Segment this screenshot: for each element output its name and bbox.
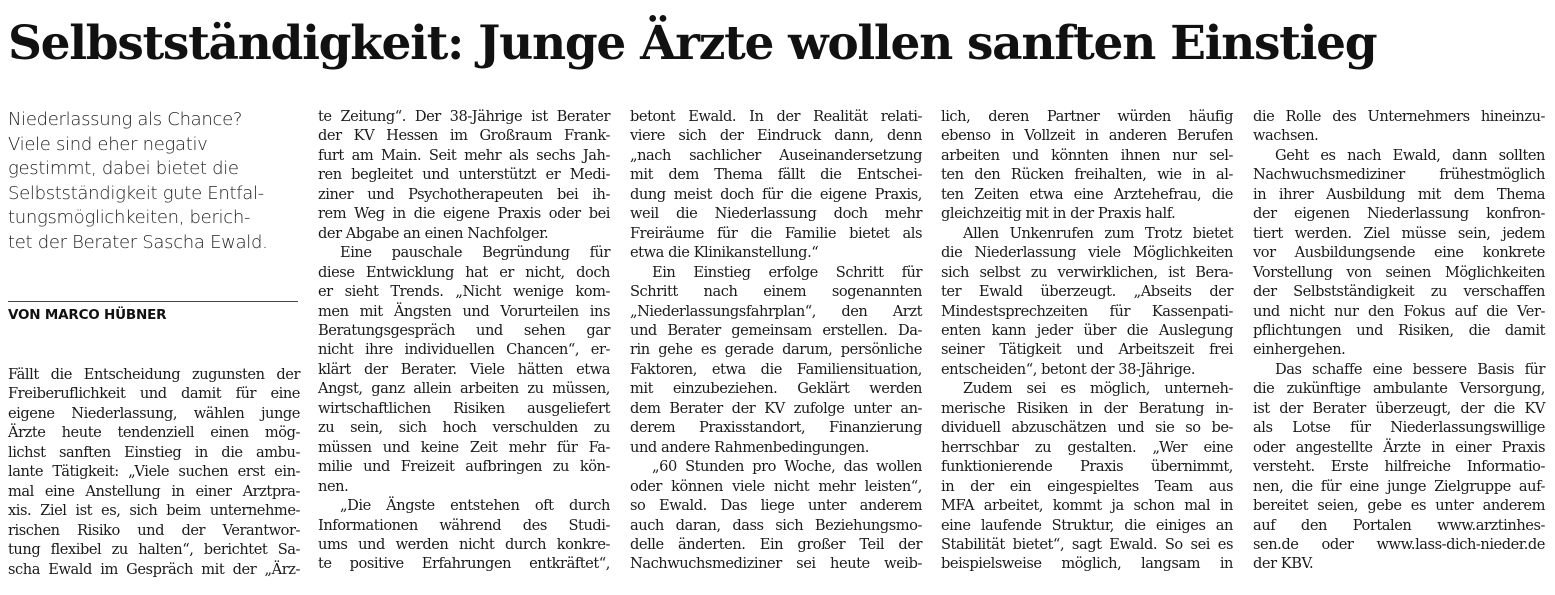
text-line: lichst sanften Einstieg in die ambu- (8, 443, 300, 461)
byline: VON MARCO HÜBNER (8, 307, 167, 323)
teaser-line: tet der Berater Sascha Ewald. (8, 231, 268, 253)
text-line: und nicht nur den Fokus auf die Ver- (1253, 302, 1545, 320)
text-line: dung meist doch für die eigene Praxis, (630, 185, 922, 203)
text-line: arbeiten und könnten ihnen nur sel- (941, 146, 1233, 164)
text-line: Vorstellung von seinen Möglichkeiten (1253, 263, 1545, 281)
text-line: der Selbstständigkeit zu verschaffen (1253, 283, 1545, 301)
text-line: zu sein, sich hoch verschulden zu (318, 419, 610, 437)
text-line: vor Ausbildungsende eine konkrete (1253, 244, 1545, 262)
text-line: auch daran, dass sich Beziehungsmo- (630, 516, 922, 534)
text-line: oder angestellte Ärzte in einer Praxis (1253, 438, 1545, 456)
text-line: Das schaffe eine bessere Basis für (1275, 360, 1545, 378)
text-line: „nach sachlicher Auseinandersetzung (630, 146, 922, 164)
text-line: men mit Ängsten und Vorurteilen ins (318, 302, 610, 320)
text-line: rin gehe es gerade darum, persönliche (630, 341, 922, 359)
text-line: tung flexibel zu halten“, berichtet Sa- (8, 541, 300, 559)
text-line: und Berater gemeinsam erstellen. Da- (630, 321, 922, 339)
text-line: ziner und Psychotherapeuten bei ih- (318, 185, 610, 203)
text-line: mit dem Thema fällt die Entschei- (630, 166, 922, 184)
teaser-line: Selbstständigkeit gute Entfal- (8, 182, 264, 204)
text-line: Freiräume für die Familie bietet als (630, 224, 922, 242)
text-line: ren begleitet und unterstützt er Medi- (318, 166, 610, 184)
text-line: Beratungsgespräch und sehen gar (318, 321, 610, 339)
text-line: die zukünftige ambulante Versorgung, (1253, 380, 1545, 398)
text-line: müssen und keine Zeit mehr für Fa- (318, 438, 610, 456)
text-line: versteht. Erste hilfreiche Informatio- (1253, 458, 1545, 476)
text-line: gleichzeitig mit in der Praxis half. (941, 205, 1176, 223)
teaser-line: Viele sind eher negativ (8, 133, 208, 155)
text-line: nen. (318, 477, 349, 495)
text-line: ebenso in Vollzeit in anderen Berufen (941, 127, 1233, 145)
text-line: lante Tätigkeit: „Viele suchen erst ein- (8, 463, 300, 481)
text-line: furt am Main. Seit mehr als sechs Jah- (318, 146, 610, 164)
text-line: und andere Rahmenbedingungen. (630, 438, 869, 456)
text-line: eine laufende Struktur, die einiges an (941, 516, 1233, 534)
headline: Selbstständigkeit: Junge Ärzte wollen sanften Einstieg (8, 16, 1377, 71)
text-line: rischen Risiko und der Verantwor- (8, 521, 300, 539)
text-line: dem Berater der KV zufolge unter an- (630, 399, 922, 417)
text-line: so Ewald. Das liege unter anderem (630, 497, 922, 515)
text-line: der KV Hessen im Großraum Frank- (318, 127, 610, 145)
text-line: ten den Rücken freihalten, wie in al- (941, 166, 1233, 184)
text-line: funktionierende Praxis übernimmt, (941, 458, 1233, 476)
teaser-line: tungsmöglichkeiten, berich- (8, 207, 251, 228)
text-line: Nachwuchsmediziner frühestmöglich (1253, 166, 1545, 184)
text-line: weil die Niederlassung doch mehr (630, 205, 922, 223)
text-line: Stabilität bietet“, sagt Ewald. So sei es (941, 535, 1233, 553)
text-line: „Die Ängste entstehen oft durch (340, 497, 610, 515)
article-column-2 (318, 107, 610, 574)
text-line: einhergehen. (1253, 341, 1346, 359)
text-line: Freiberuflichkeit und damit für eine (8, 385, 300, 403)
article-column-1 (8, 365, 300, 579)
text-line: viere sich der Eindruck dann, denn (630, 127, 922, 145)
text-line: tiert werden. Ziel müsse sein, jedem (1253, 224, 1545, 242)
text-line: Zudem sei es möglich, unterneh- (963, 380, 1233, 398)
text-line: mal eine Anstellung in einer Arztpra- (8, 482, 300, 500)
text-line: ums und werden nicht durch konkre- (318, 535, 610, 553)
text-line: rem Weg in die eigene Praxis oder bei (318, 205, 610, 223)
text-line: beispielsweise möglich, langsam in (941, 555, 1233, 573)
text-line: Nachwuchsmediziner sei heute weib- (630, 555, 922, 573)
text-line: dividuell abzuschätzen und sie so be- (941, 419, 1233, 437)
text-line: merische Risiken in der Beratung in- (941, 399, 1233, 417)
text-line: ter Ewald überzeugt. „Abseits der (941, 283, 1233, 301)
text-line: Faktoren, etwa die Familiensituation, (630, 360, 922, 378)
text-line: ten Zeiten etwa eine Arztehefrau, die (941, 185, 1233, 203)
text-line: Eine pauschale Begründung für (340, 244, 610, 262)
article-column-3 (630, 107, 922, 574)
text-line: Fällt die Entscheidung zugunsten der (8, 366, 300, 383)
text-line: er sieht Trends. „Nicht wenige kom- (318, 283, 610, 301)
text-line: lich, deren Partner würden häufig (941, 108, 1233, 125)
text-line: herrschbar zu gestalten. „Wer eine (941, 438, 1233, 456)
text-line: diese Entwicklung hat er nicht, doch (318, 263, 610, 281)
text-line: bereitet seien, gebe es unter anderem (1253, 497, 1545, 515)
teaser-line: Niederlassung als Chance? (8, 109, 243, 130)
text-line: „Niederlassungsfahrplan“, den Arzt (630, 302, 922, 320)
text-line: die Niederlassung viele Möglichkeiten (941, 244, 1233, 262)
text-line: als Lotse für Niederlassungswillige (1253, 419, 1545, 437)
text-line: Ein Einstieg erfolge Schritt für (652, 263, 922, 281)
text-line: sich selbst zu verwirklichen, ist Bera- (941, 263, 1233, 281)
text-line: klärt der Berater. Viele hätten etwa (318, 360, 610, 378)
text-line: der Abgabe an einen Nachfolger. (318, 224, 549, 242)
text-line: Mindestsprechzeiten für Kassenpati- (941, 302, 1233, 320)
text-line: der KBV. (1253, 555, 1314, 573)
text-line: „60 Stunden pro Woche, das wollen (652, 458, 922, 476)
text-line: enten kann jeder über die Auslegung (941, 321, 1233, 339)
teaser (8, 108, 298, 255)
text-line: Allen Unkenrufen zum Trotz bietet (963, 224, 1233, 242)
text-line: betont Ewald. In der Realität relati- (630, 108, 922, 125)
text-line: die Rolle des Unternehmers hineinzu- (1253, 108, 1545, 125)
text-line: derem Praxisstandort, Finanzierung (630, 419, 922, 437)
text-line: auf den Portalen www.arztinhes- (1253, 516, 1545, 534)
text-line: seiner Tätigkeit und Arbeitszeit frei (941, 341, 1233, 359)
text-line: der eigenen Niederlassung konfron- (1253, 205, 1545, 223)
text-line: te Zeitung“. Der 38-Jährige ist Berater (318, 108, 610, 125)
teaser-line: gestimmt, dabei bietet die (8, 158, 239, 179)
text-line: eigene Niederlassung, wählen junge (8, 404, 300, 422)
text-line: wachsen. (1253, 127, 1319, 145)
text-line: Geht es nach Ewald, dann sollten (1275, 146, 1545, 164)
article-column-5 (1253, 107, 1545, 574)
text-line: in der ein eingespieltes Team aus (941, 477, 1233, 495)
text-line: pflichtungen und Risiken, die damit (1253, 321, 1545, 339)
text-line: wirtschaftlichen Risiken ausgeliefert (318, 399, 610, 417)
byline-divider (8, 301, 298, 302)
text-line: etwa die Klinikanstellung.“ (630, 244, 819, 262)
text-line: mit einzubeziehen. Geklärt werden (630, 380, 922, 398)
text-line: nen, die für eine junge Zielgruppe auf- (1253, 477, 1545, 495)
text-line: te positive Erfahrungen entkräftet“, (318, 555, 610, 573)
text-line: sen.de oder www.lass-dich-nieder.de (1253, 535, 1545, 553)
text-line: nicht ihre individuellen Chancen“, er- (318, 341, 610, 359)
article-column-4 (941, 107, 1233, 574)
text-line: Schritt nach einem sogenannten (630, 283, 922, 301)
text-line: Angst, ganz allein arbeiten zu müssen, (318, 380, 610, 398)
text-line: Informationen während des Studi- (318, 516, 610, 534)
text-line: entscheiden“, betont der 38-Jährige. (941, 360, 1196, 378)
text-line: delle änderten. Ein großer Teil der (630, 535, 922, 553)
text-line: oder können viele nicht mehr leisten“, (630, 477, 922, 495)
text-line: xis. Ziel ist es, sich beim unternehme- (8, 502, 300, 520)
text-line: scha Ewald im Gespräch mit der „Ärz- (8, 560, 300, 578)
text-line: MFA arbeitet, kommt ja schon mal in (941, 497, 1233, 515)
text-line: milie und Freizeit aufbringen zu kön- (318, 458, 610, 476)
text-line: in ihrer Ausbildung mit dem Thema (1253, 185, 1545, 203)
text-line: ist der Berater überzeugt, der die KV (1253, 399, 1545, 417)
text-line: Ärzte heute tendenziell einen mög- (8, 424, 300, 442)
